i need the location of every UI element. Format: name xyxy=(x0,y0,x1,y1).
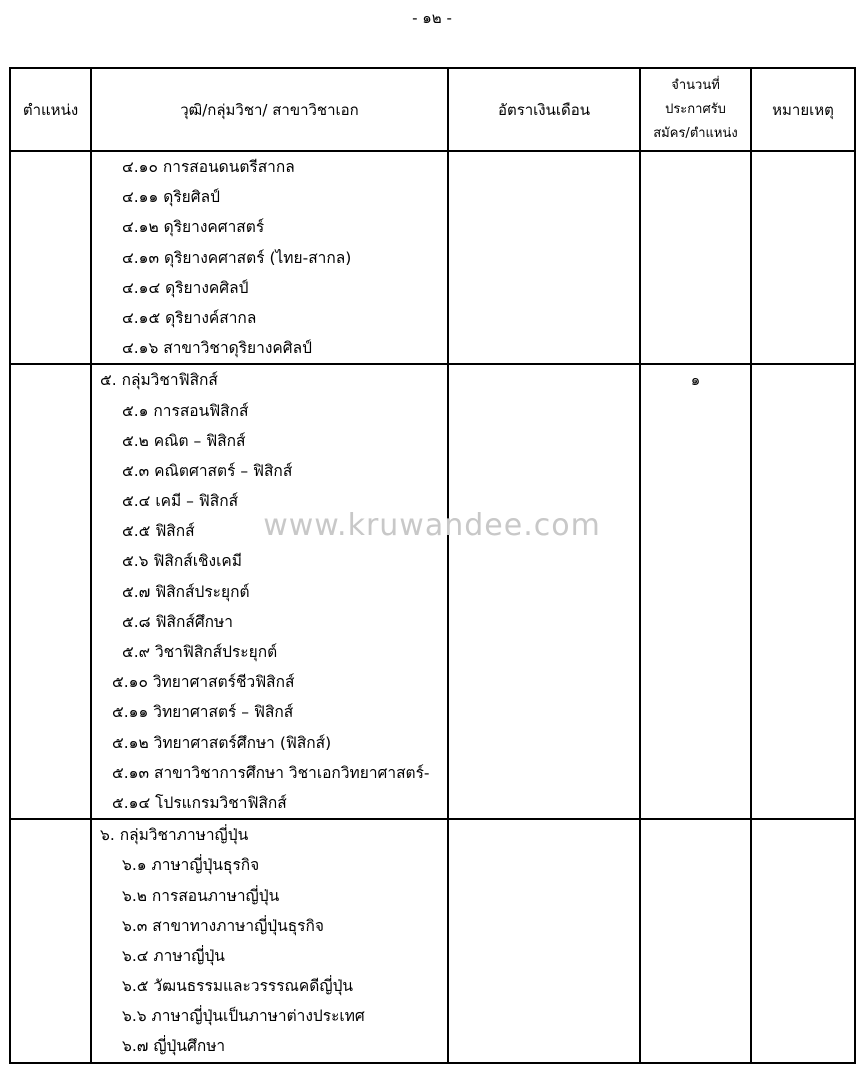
list-item: ๖.๔ ภาษาญี่ปุ่น xyxy=(122,946,225,965)
list-item: ๔.๑๐ การสอนดนตรีสากล xyxy=(122,158,295,176)
cell-count xyxy=(640,364,751,819)
list-item: ๕.๙ วิชาฟิสิกส์ประยุกต์ xyxy=(122,643,278,661)
list-item: ๖.๓ สาขาทางภาษาญี่ปุ่นธุรกิจ xyxy=(122,916,324,935)
table-row-group6 xyxy=(10,819,855,1063)
list-item: ๔.๑๑ ดุริยศิลป์ xyxy=(122,188,220,207)
cell-salary xyxy=(448,364,640,819)
list-item: ๕.๓ คณิตศาสตร์ – ฟิสิกส์ xyxy=(122,461,293,480)
list-item: ๕.๒ คณิต – ฟิสิกส์ xyxy=(122,431,246,450)
group-title: ๕. กลุ่มวิชาฟิสิกส์ xyxy=(100,371,218,390)
list-item: ๖.๒ การสอนภาษาญี่ปุ่น xyxy=(122,886,280,905)
header-qualification: วุฒิ/กลุ่มวิชา/ สาขาวิชาเอก xyxy=(91,68,448,151)
list-item: ๖.๗ ญี่ปุ่นศึกษา xyxy=(122,1037,226,1056)
list-item: ๕.๑๐ วิทยาศาสตร์ชีวฟิสิกส์ xyxy=(112,673,295,692)
list-item: ๕.๔ เคมี – ฟิสิกส์ xyxy=(122,492,239,511)
list-item: ๔.๑๓ ดุริยางคศาสตร์ (ไทย-สากล) xyxy=(122,248,352,267)
list-item: ๕.๕ ฟิสิกส์ xyxy=(122,522,195,541)
cell-salary xyxy=(448,819,640,1063)
header-position: ตำแหน่ง xyxy=(10,68,91,151)
cell-qualification-group4 xyxy=(91,151,448,364)
list-item: ๕.๑ การสอนฟิสิกส์ xyxy=(122,401,249,420)
count-value: ๑ xyxy=(690,371,701,390)
header-note: หมายเหตุ xyxy=(751,68,855,151)
header-count-line3: สมัคร/ตำแหน่ง xyxy=(653,125,738,141)
cell-position xyxy=(10,151,91,364)
page-number: - ๑๒ - xyxy=(412,9,452,27)
list-item: ๕.๑๔ โปรแกรมวิชาฟิสิกส์ xyxy=(112,793,287,812)
list-item: ๕.๑๒ วิทยาศาสตร์ศึกษา (ฟิสิกส์) xyxy=(112,733,332,752)
cell-position xyxy=(10,819,91,1063)
table-row-group4 xyxy=(10,151,855,364)
list-item: ๔.๑๔ ดุริยางคศิลป์ xyxy=(122,278,249,297)
cell-count xyxy=(640,819,751,1063)
cell-note xyxy=(751,151,855,364)
list-item: ๕.๗ ฟิสิกส์ประยุกต์ xyxy=(122,582,250,601)
list-item: ๔.๑๖ สาขาวิชาดุริยางคศิลป์ xyxy=(122,339,312,358)
list-item: ๖.๖ ภาษาญี่ปุ่นเป็นภาษาต่างประเทศ xyxy=(122,1007,365,1026)
cell-note xyxy=(751,819,855,1063)
list-item: ๕.๘ ฟิสิกส์ศึกษา xyxy=(122,612,233,631)
list-item: ๕.๑๑ วิทยาศาสตร์ – ฟิสิกส์ xyxy=(112,703,294,722)
cell-qualification-group6 xyxy=(91,819,448,1063)
list-item: ๖.๑ ภาษาญี่ปุ่นธุรกิจ xyxy=(122,856,260,875)
watermark: www.kruwandee.com xyxy=(263,508,601,543)
group-title: ๖. กลุ่มวิชาภาษาญี่ปุ่น xyxy=(100,826,249,845)
cell-note xyxy=(751,364,855,819)
list-item: ๖.๕ วัฒนธรรมและวรรรณคดีญี่ปุ่น xyxy=(122,977,354,996)
cell-salary xyxy=(448,151,640,364)
list-item: ๕.๑๓ สาขาวิชาการศึกษา วิชาเอกวิทยาศาสตร์- xyxy=(112,763,430,782)
header-salary: อัตราเงินเดือน xyxy=(448,68,640,151)
cell-count xyxy=(640,151,751,364)
cell-qualification-group5 xyxy=(91,364,448,819)
list-item: ๔.๑๒ ดุริยางคศาสตร์ xyxy=(122,218,265,237)
table-row-group5 xyxy=(10,364,855,819)
header-count-line1: จำนวนที่ xyxy=(671,77,720,93)
qualification-table xyxy=(9,67,856,1064)
list-item: ๔.๑๕ ดุริยางค์สากล xyxy=(122,308,257,327)
header-count xyxy=(640,68,751,151)
table-header-row xyxy=(10,68,855,151)
list-item: ๕.๖ ฟิสิกส์เชิงเคมี xyxy=(122,552,242,571)
header-count-line2: ประกาศรับ xyxy=(665,101,726,117)
cell-position xyxy=(10,364,91,819)
